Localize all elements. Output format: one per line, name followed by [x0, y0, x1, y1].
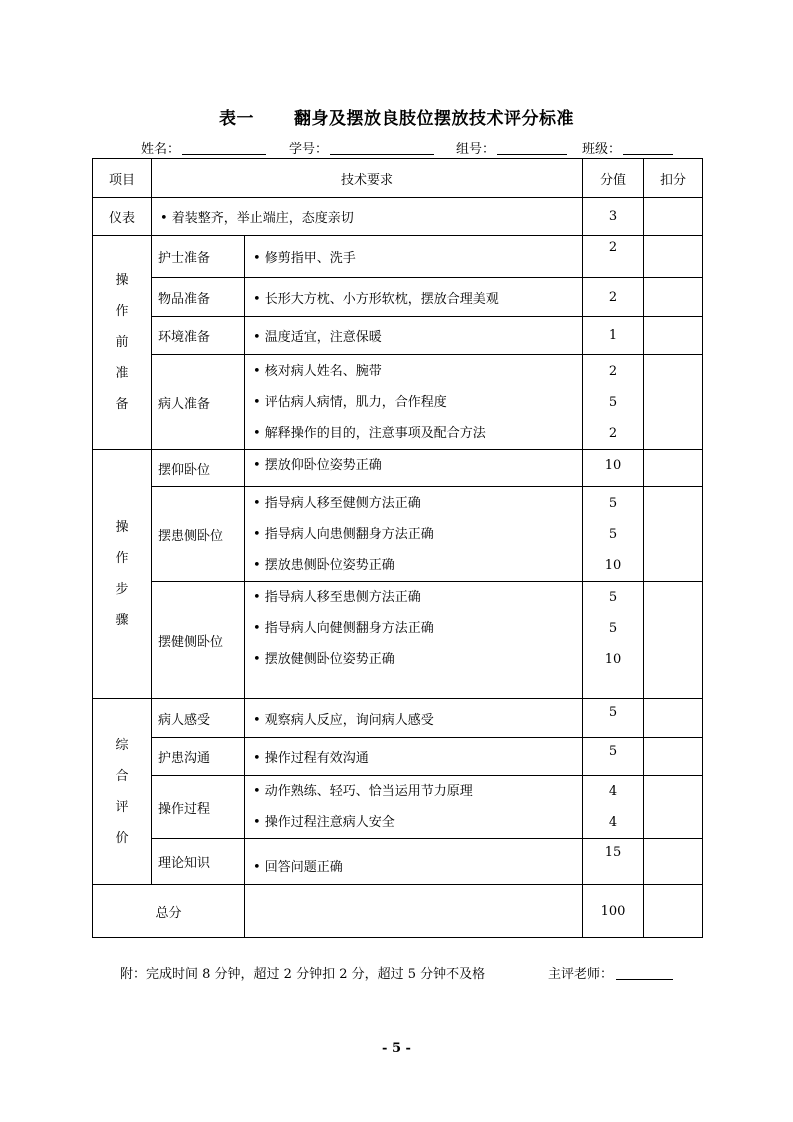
pre-op-requirement: • 温度适宜，注意保暖	[245, 317, 583, 355]
pre-op-requirement: • 长形大方枕、小方形软枕，摆放合理美观	[245, 278, 583, 317]
score-line: 5	[608, 394, 618, 410]
total-label: 总分	[93, 885, 245, 938]
evaluation-section-label: 综 合 评 价	[93, 699, 152, 885]
steps-item-label: 摆健侧卧位	[152, 582, 245, 699]
page-number: - 5 -	[382, 1041, 411, 1056]
student-id-field[interactable]	[330, 154, 434, 155]
evaluation-item-label: 护患沟通	[152, 738, 245, 776]
pre-op-row	[93, 236, 703, 278]
requirement-line: • 操作过程注意病人安全	[253, 815, 395, 830]
pre-op-score: 1	[583, 317, 644, 355]
total-score: 100	[583, 885, 644, 938]
header-deduction: 扣分	[644, 159, 703, 198]
name-label: 姓名：	[141, 142, 181, 157]
pre-op-row	[93, 278, 703, 317]
total-deduction-cell[interactable]	[644, 885, 703, 938]
pre-op-section-label: 操 作 前 准 备	[93, 236, 152, 450]
class-label: 班级：	[582, 142, 622, 157]
name-field[interactable]	[182, 154, 266, 155]
class-field[interactable]	[623, 154, 673, 155]
score-line: 10	[604, 458, 622, 473]
steps-section-label: 操 作 步 骤	[93, 450, 152, 699]
evaluation-item-label: 理论知识	[152, 839, 245, 885]
steps-requirement	[245, 450, 583, 487]
evaluation-requirement: • 回答问题正确	[245, 839, 583, 885]
steps-row	[93, 582, 703, 699]
evaluation-requirement: • 操作过程有效沟通	[245, 738, 583, 776]
evaluation-item-label: 病人感受	[152, 699, 245, 738]
header-score: 分值	[583, 159, 644, 198]
score-line: 5	[608, 495, 618, 511]
pre-op-score: 2	[583, 236, 644, 278]
requirement-line: • 指导病人向患侧翻身方法正确	[253, 526, 434, 542]
pre-op-row	[93, 355, 703, 450]
student-id-label: 学号：	[289, 142, 329, 157]
group-field[interactable]	[497, 154, 567, 155]
evaluator-label: 主评老师：	[548, 967, 614, 982]
student-info-row	[0, 138, 793, 158]
header-row	[93, 159, 703, 198]
score-line: 5	[608, 590, 618, 605]
appearance-label: 仪表	[93, 198, 152, 236]
pre-op-requirement-list	[245, 355, 583, 450]
footer-note: 附：完成时间 8 分钟，超过 2 分钟扣 2 分，超过 5 分钟不及格	[120, 967, 486, 982]
evaluation-deduction-cell[interactable]	[644, 699, 703, 738]
requirement-line: • 指导病人移至健侧方法正确	[253, 495, 421, 511]
steps-row	[93, 450, 703, 487]
title-text: 翻身及摆放良肢位摆放技术评分标准	[294, 109, 574, 129]
pre-op-item-label: 物品准备	[152, 278, 245, 317]
header-item: 项目	[93, 159, 152, 198]
evaluation-score: 5	[583, 699, 644, 738]
header-requirement: 技术要求	[152, 159, 583, 198]
score-line: 10	[604, 652, 622, 667]
evaluation-deduction-cell[interactable]	[644, 738, 703, 776]
evaluation-row	[93, 839, 703, 885]
steps-score-list	[583, 487, 644, 582]
steps-requirement-list	[245, 582, 583, 699]
requirement-line: • 摆放患侧卧位姿势正确	[253, 557, 395, 573]
pre-op-score: 2	[583, 278, 644, 317]
steps-item-label: 摆仰卧位	[152, 450, 245, 487]
evaluation-requirement: • 观察病人反应，询问病人感受	[245, 699, 583, 738]
appearance-row	[93, 198, 703, 236]
pre-op-deduction-cell[interactable]	[644, 355, 703, 450]
score-line: 2	[608, 425, 618, 441]
evaluation-score: 5	[583, 738, 644, 776]
pre-op-item-label: 护士准备	[152, 236, 245, 278]
appearance-requirement: • 着装整齐，举止端庄，态度亲切	[152, 198, 583, 236]
pre-op-deduction-cell[interactable]	[644, 236, 703, 278]
score-line: 2	[608, 363, 618, 379]
steps-requirement-list	[245, 487, 583, 582]
requirement-line: • 指导病人向健侧翻身方法正确	[253, 621, 434, 636]
evaluation-requirement-list	[245, 776, 583, 839]
table-number: 表一	[219, 109, 254, 129]
pre-op-deduction-cell[interactable]	[644, 317, 703, 355]
steps-row	[93, 487, 703, 582]
pre-op-score-list	[583, 355, 644, 450]
evaluation-row	[93, 738, 703, 776]
score-line: 4	[608, 784, 618, 799]
steps-score-list	[583, 582, 644, 699]
requirement-line: • 解释操作的目的，注意事项及配合方法	[253, 425, 486, 441]
pre-op-deduction-cell[interactable]	[644, 278, 703, 317]
evaluation-row	[93, 699, 703, 738]
steps-deduction-cell[interactable]	[644, 487, 703, 582]
evaluation-row	[93, 776, 703, 839]
steps-deduction-cell[interactable]	[644, 582, 703, 699]
requirement-line: • 核对病人姓名、腕带	[253, 363, 382, 379]
steps-item-label: 摆患侧卧位	[152, 487, 245, 582]
evaluation-score: 15	[583, 839, 644, 885]
score-line: 5	[608, 526, 618, 542]
evaluation-deduction-cell[interactable]	[644, 839, 703, 885]
requirement-line: • 动作熟练、轻巧、恰当运用节力原理	[253, 784, 473, 799]
requirement-line: • 摆放仰卧位姿势正确	[253, 458, 382, 473]
score-line: 4	[608, 815, 618, 830]
scoring-table	[92, 158, 703, 938]
steps-deduction-cell[interactable]	[644, 450, 703, 487]
group-label: 组号：	[456, 142, 496, 157]
evaluator-field[interactable]	[616, 979, 673, 980]
requirement-line: • 指导病人移至患侧方法正确	[253, 590, 421, 605]
page-title	[0, 104, 793, 129]
score-line: 5	[608, 621, 618, 636]
score-line: 10	[604, 557, 622, 573]
pre-op-row	[93, 317, 703, 355]
evaluation-item-label: 操作过程	[152, 776, 245, 839]
pre-op-item-label: 环境准备	[152, 317, 245, 355]
requirement-line: • 评估病人病情，肌力，合作程度	[253, 394, 447, 410]
pre-op-item-label: 病人准备	[152, 355, 245, 450]
evaluation-deduction-cell[interactable]	[644, 776, 703, 839]
requirement-line: • 摆放健侧卧位姿势正确	[253, 652, 395, 667]
steps-score	[583, 450, 644, 487]
total-row	[93, 885, 703, 938]
appearance-deduction-cell[interactable]	[644, 198, 703, 236]
appearance-score: 3	[583, 198, 644, 236]
footer	[0, 963, 793, 983]
evaluation-score-list	[583, 776, 644, 839]
total-empty-cell	[245, 885, 583, 938]
pre-op-requirement: • 修剪指甲、洗手	[245, 236, 583, 278]
